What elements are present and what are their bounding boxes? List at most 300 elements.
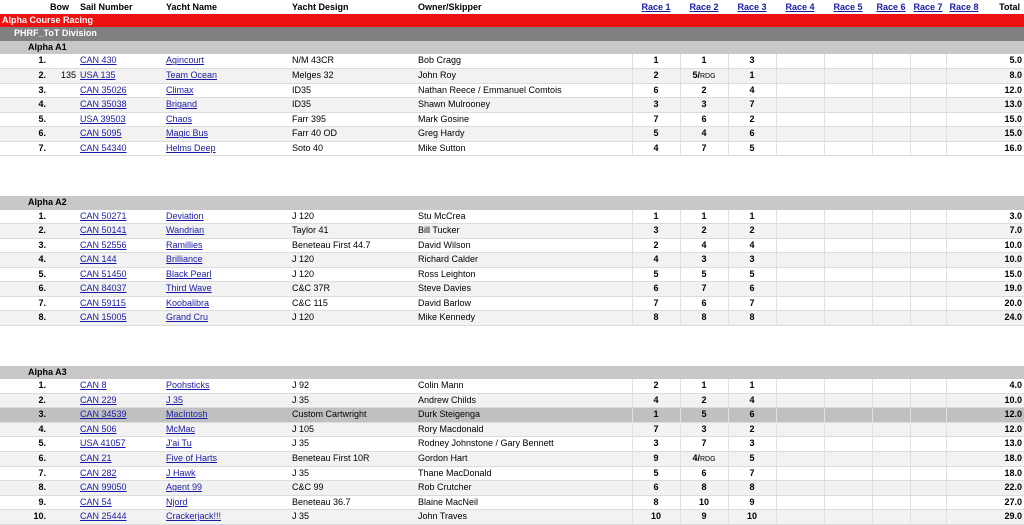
race-5-score (824, 393, 872, 408)
race-5-score (824, 451, 872, 466)
race-1-score: 4 (632, 253, 680, 268)
sail-number-link[interactable]: CAN 50141 (80, 225, 127, 236)
sail-number-cell[interactable] (78, 98, 164, 113)
yacht-name-cell[interactable] (164, 68, 290, 83)
sail-number-link[interactable]: USA 41057 (80, 438, 126, 449)
race-8-score (946, 112, 982, 127)
yacht-design: C&C 115 (290, 296, 416, 311)
yacht-name-cell[interactable] (164, 267, 290, 282)
race-2-score: 1 (680, 54, 728, 68)
position: 3. (0, 238, 48, 253)
race-5-score (824, 112, 872, 127)
race-7-score (910, 510, 946, 525)
yacht-name-cell[interactable] (164, 379, 290, 393)
race-1-score: 4 (632, 393, 680, 408)
sail-number-link[interactable]: CAN 54 (80, 496, 112, 507)
position: 2. (0, 224, 48, 239)
race-7-score (910, 238, 946, 253)
race-5-score (824, 296, 872, 311)
race-8-score (946, 466, 982, 481)
yacht-name-link[interactable]: Magic Bus (166, 128, 209, 139)
race-4-score (776, 379, 824, 393)
yacht-name-cell[interactable] (164, 437, 290, 452)
yacht-name-link[interactable]: McMac (166, 423, 195, 434)
sail-number-link[interactable]: CAN 144 (80, 254, 117, 265)
position: 8. (0, 481, 48, 496)
yacht-name-cell[interactable] (164, 83, 290, 98)
race-5-score (824, 510, 872, 525)
race-6-score (872, 68, 910, 83)
race-8-score (946, 54, 982, 68)
yacht-name-cell[interactable] (164, 54, 290, 68)
race-7-score (910, 267, 946, 282)
sail-number-cell[interactable] (78, 311, 164, 326)
sail-number-link[interactable]: CAN 506 (80, 423, 117, 434)
yacht-name-link[interactable]: J 35 (166, 394, 184, 405)
race-1-link[interactable]: Race 1 (641, 1, 671, 12)
penalty-code: RDG (699, 72, 716, 80)
owner-skipper: Thane MacDonald (416, 466, 632, 481)
header-race-3[interactable] (728, 0, 776, 14)
yacht-design: Soto 40 (290, 141, 416, 156)
race-4-score (776, 408, 824, 423)
yacht-name-link[interactable]: Grand Cru (166, 312, 209, 323)
race-4-score (776, 127, 824, 142)
race-4-score (776, 282, 824, 297)
race-1-score: 7 (632, 422, 680, 437)
header-pos (0, 0, 48, 14)
yacht-name-cell[interactable] (164, 311, 290, 326)
yacht-name-cell[interactable] (164, 253, 290, 268)
race-5-score (824, 210, 872, 224)
race-7-score (910, 422, 946, 437)
yacht-name-link[interactable]: Poohsticks (166, 380, 210, 391)
race-5-score (824, 238, 872, 253)
race-6-score (872, 393, 910, 408)
sail-number-link[interactable]: CAN 51450 (80, 268, 127, 279)
yacht-design: C&C 37R (290, 282, 416, 297)
sail-number-cell[interactable] (78, 510, 164, 525)
yacht-design: J 105 (290, 422, 416, 437)
header-sail-number: Sail Number (80, 1, 133, 12)
table-row (0, 98, 1024, 113)
race-1-score: 2 (632, 238, 680, 253)
race-7-score (910, 68, 946, 83)
yacht-name-link[interactable]: J Hawk (166, 467, 196, 478)
fleet-name: Alpha A3 (0, 366, 1024, 380)
total-points: 7.0 (982, 224, 1024, 239)
position: 5. (0, 267, 48, 282)
yacht-name-link[interactable]: Third Wave (166, 283, 212, 294)
race-4-score (776, 238, 824, 253)
yacht-name-cell[interactable] (164, 451, 290, 466)
yacht-design: Farr 40 OD (290, 127, 416, 142)
sail-number-cell[interactable] (78, 83, 164, 98)
sail-number-link[interactable]: CAN 84037 (80, 283, 127, 294)
race-3-score: 3 (728, 437, 776, 452)
sail-number-cell[interactable] (78, 282, 164, 297)
owner-skipper: Steve Davies (416, 282, 632, 297)
race-3-link[interactable]: Race 3 (737, 1, 767, 12)
race-7-score (910, 408, 946, 423)
race-4-score (776, 451, 824, 466)
yacht-name-link[interactable]: Brilliance (166, 254, 203, 265)
bow-number (48, 451, 78, 466)
sail-number-link[interactable]: CAN 59115 (80, 297, 126, 308)
yacht-name-link[interactable]: J'ai Tu (166, 438, 192, 449)
total-points: 12.0 (982, 83, 1024, 98)
race-7-score (910, 466, 946, 481)
table-row (0, 68, 1024, 83)
race-1-score: 8 (632, 495, 680, 510)
sail-number-link[interactable]: CAN 21 (80, 453, 112, 463)
total-points: 18.0 (982, 466, 1024, 481)
race-7-score (910, 379, 946, 393)
yacht-design: J 92 (290, 379, 416, 393)
yacht-design: J 35 (290, 510, 416, 525)
owner-skipper: Stu McCrea (416, 210, 632, 224)
sail-number-link[interactable]: CAN 50271 (80, 210, 127, 221)
race-2-score: 6 (680, 112, 728, 127)
race-5-score (824, 267, 872, 282)
bow-number (48, 393, 78, 408)
yacht-design: J 35 (290, 393, 416, 408)
race-7-score (910, 112, 946, 127)
race-7-score (910, 54, 946, 68)
race-6-score (872, 311, 910, 326)
race-4-score (776, 481, 824, 496)
race-2-score: 5 (680, 408, 728, 423)
race-7-score (910, 296, 946, 311)
sail-number-link[interactable]: CAN 5095 (80, 128, 122, 139)
position: 6. (0, 127, 48, 142)
bow-number (48, 495, 78, 510)
race-4-score (776, 112, 824, 127)
race-5-score (824, 422, 872, 437)
table-row (0, 451, 1024, 466)
yacht-name-cell[interactable] (164, 510, 290, 525)
race-1-score: 5 (632, 466, 680, 481)
sail-number-cell[interactable] (78, 393, 164, 408)
race-1-score: 7 (632, 296, 680, 311)
race-4-score (776, 141, 824, 156)
yacht-design: J 120 (290, 311, 416, 326)
yacht-design: J 35 (290, 466, 416, 481)
race-1-score: 5 (632, 267, 680, 282)
yacht-name-link[interactable]: Helms Deep (166, 142, 216, 153)
sail-number-cell[interactable] (78, 68, 164, 83)
header-bow: Bow (50, 1, 69, 12)
owner-skipper: Ross Leighton (416, 267, 632, 282)
sail-number-cell[interactable] (78, 408, 164, 423)
sail-number-link[interactable]: CAN 34539 (80, 409, 127, 420)
sail-number-cell[interactable] (78, 379, 164, 393)
owner-skipper: Colin Mann (416, 379, 632, 393)
race-3-score: 4 (728, 83, 776, 98)
yacht-name-link[interactable]: Chaos (166, 113, 193, 124)
race-5-score (824, 311, 872, 326)
division-row (0, 27, 1024, 41)
owner-skipper: Rory Macdonald (416, 422, 632, 437)
race-7-score (910, 224, 946, 239)
sail-number-cell[interactable] (78, 437, 164, 452)
table-row (0, 393, 1024, 408)
race-8-score (946, 437, 982, 452)
race-4-score (776, 296, 824, 311)
race-8-link[interactable]: Race 8 (949, 1, 979, 12)
race-8-score (946, 98, 982, 113)
yacht-design: J 120 (290, 267, 416, 282)
sail-number-cell[interactable] (78, 466, 164, 481)
yacht-name-link[interactable]: Deviation (166, 210, 204, 221)
header-race-5[interactable] (824, 0, 872, 14)
yacht-name-cell[interactable] (164, 481, 290, 496)
race-2-score: 4/RDG (680, 451, 728, 466)
race-3-score: 6 (728, 408, 776, 423)
race-2-score: 7 (680, 437, 728, 452)
header-race-6[interactable] (872, 0, 910, 14)
total-points: 15.0 (982, 127, 1024, 142)
race-2-score: 6 (680, 466, 728, 481)
yacht-name-cell[interactable] (164, 112, 290, 127)
sail-number-cell[interactable] (78, 224, 164, 239)
owner-skipper: Greg Hardy (416, 127, 632, 142)
race-1-score: 1 (632, 210, 680, 224)
race-3-score: 7 (728, 466, 776, 481)
race-4-score (776, 54, 824, 68)
race-7-score (910, 311, 946, 326)
sail-number-link[interactable]: CAN 15005 (80, 312, 127, 323)
results-body (0, 14, 1024, 525)
position: 9. (0, 495, 48, 510)
yacht-design: J 120 (290, 253, 416, 268)
table-row (0, 296, 1024, 311)
yacht-name-link[interactable]: Black Pearl (166, 268, 212, 279)
position: 1. (0, 379, 48, 393)
yacht-design: ID35 (290, 83, 416, 98)
race-6-score (872, 127, 910, 142)
header-race-7[interactable] (910, 0, 946, 14)
sail-number-cell[interactable] (78, 422, 164, 437)
race-3-score: 7 (728, 98, 776, 113)
race-3-score: 9 (728, 495, 776, 510)
race-2-score: 5/RDG (680, 68, 728, 83)
race-1-score: 6 (632, 282, 680, 297)
yacht-name-link[interactable]: MacIntosh (166, 409, 208, 420)
race-6-score (872, 210, 910, 224)
race-4-score (776, 393, 824, 408)
sail-number-cell[interactable] (78, 296, 164, 311)
sail-number-cell[interactable] (78, 451, 164, 466)
total-points: 29.0 (982, 510, 1024, 525)
position: 2. (0, 68, 48, 83)
sail-number-link[interactable]: USA 135 (80, 70, 116, 80)
yacht-design: Beneteau 36.7 (290, 495, 416, 510)
sail-number-link[interactable]: CAN 99050 (80, 482, 127, 493)
header-race-1[interactable] (632, 0, 680, 14)
yacht-name-link[interactable]: Crackerjack!!! (166, 511, 222, 522)
yacht-name-link[interactable]: Koobalibra (166, 297, 210, 308)
race-4-score (776, 466, 824, 481)
race-2-score: 8 (680, 311, 728, 326)
sail-number-cell[interactable] (78, 112, 164, 127)
sail-number-link[interactable]: CAN 35026 (80, 84, 127, 95)
race-6-score (872, 238, 910, 253)
bow-number (48, 141, 78, 156)
race-2-score: 5 (680, 267, 728, 282)
sail-number-link[interactable]: CAN 282 (80, 467, 117, 478)
yacht-name-link[interactable]: Team Ocean (166, 70, 218, 80)
race-4-score (776, 495, 824, 510)
total-points: 22.0 (982, 481, 1024, 496)
bow-number (48, 282, 78, 297)
race-4-link[interactable]: Race 4 (785, 1, 815, 12)
header-row (0, 0, 1024, 14)
race-7-link[interactable]: Race 7 (913, 1, 943, 12)
race-7-score (910, 282, 946, 297)
race-5-link[interactable]: Race 5 (833, 1, 863, 12)
yacht-name-cell[interactable] (164, 141, 290, 156)
header-race-4[interactable] (776, 0, 824, 14)
sail-number-link[interactable]: CAN 229 (80, 394, 117, 405)
sail-number-cell[interactable] (78, 253, 164, 268)
bow-number (48, 422, 78, 437)
yacht-name-cell[interactable] (164, 495, 290, 510)
sail-number-cell[interactable] (78, 210, 164, 224)
race-2-score: 8 (680, 481, 728, 496)
position: 4. (0, 253, 48, 268)
position: 3. (0, 83, 48, 98)
race-3-score: 1 (728, 210, 776, 224)
owner-skipper: Richard Calder (416, 253, 632, 268)
yacht-design: Beneteau First 44.7 (290, 238, 416, 253)
class-title: Alpha Course Racing (0, 14, 1024, 28)
owner-skipper: Bob Cragg (416, 54, 632, 68)
yacht-name-cell[interactable] (164, 224, 290, 239)
sail-number-link[interactable]: CAN 54340 (80, 142, 127, 153)
yacht-design: Custom Cartwright (290, 408, 416, 423)
owner-skipper: David Wilson (416, 238, 632, 253)
yacht-name-cell[interactable] (164, 210, 290, 224)
total-points: 24.0 (982, 311, 1024, 326)
yacht-name-cell[interactable] (164, 127, 290, 142)
yacht-name-cell[interactable] (164, 296, 290, 311)
race-3-score: 6 (728, 282, 776, 297)
yacht-name-link[interactable]: Five of Harts (166, 453, 218, 463)
race-6-score (872, 451, 910, 466)
total-points: 16.0 (982, 141, 1024, 156)
race-8-score (946, 408, 982, 423)
position: 1. (0, 54, 48, 68)
race-2-score: 10 (680, 495, 728, 510)
yacht-name-link[interactable]: Wandrian (166, 225, 205, 236)
bow-number (48, 466, 78, 481)
yacht-name-cell[interactable] (164, 282, 290, 297)
header-race-2[interactable] (680, 0, 728, 14)
race-3-score: 7 (728, 296, 776, 311)
owner-skipper: Mike Kennedy (416, 311, 632, 326)
race-8-score (946, 68, 982, 83)
sail-number-cell[interactable] (78, 54, 164, 68)
race-3-score: 1 (728, 68, 776, 83)
sail-number-link[interactable]: USA 39503 (80, 113, 126, 124)
race-3-score: 2 (728, 112, 776, 127)
owner-skipper: Mike Sutton (416, 141, 632, 156)
race-1-score: 3 (632, 224, 680, 239)
sail-number-link[interactable]: CAN 430 (80, 55, 117, 66)
yacht-name-link[interactable]: Climax (166, 84, 194, 95)
race-1-score: 10 (632, 510, 680, 525)
total-points: 27.0 (982, 495, 1024, 510)
yacht-name-cell[interactable] (164, 422, 290, 437)
race-2-link[interactable]: Race 2 (689, 1, 719, 12)
race-1-score: 6 (632, 83, 680, 98)
total-points: 12.0 (982, 408, 1024, 423)
race-1-score: 9 (632, 451, 680, 466)
yacht-name-link[interactable]: Brigand (166, 99, 198, 110)
race-2-score: 1 (680, 379, 728, 393)
yacht-name-link[interactable]: Njord (166, 496, 188, 507)
yacht-name-link[interactable]: Ramillies (166, 239, 203, 250)
yacht-design: Beneteau First 10R (290, 451, 416, 466)
sail-number-link[interactable]: CAN 52556 (80, 239, 127, 250)
race-2-score: 3 (680, 422, 728, 437)
race-2-score: 9 (680, 510, 728, 525)
yacht-name-cell[interactable] (164, 238, 290, 253)
race-8-score (946, 451, 982, 466)
race-5-score (824, 253, 872, 268)
sail-number-cell[interactable] (78, 141, 164, 156)
sail-number-link[interactable]: CAN 35038 (80, 99, 127, 110)
total-points: 19.0 (982, 282, 1024, 297)
sail-number-cell[interactable] (78, 267, 164, 282)
race-7-score (910, 451, 946, 466)
sail-number-link[interactable]: CAN 25444 (80, 511, 127, 522)
race-5-score (824, 127, 872, 142)
table-row (0, 83, 1024, 98)
sail-number-cell[interactable] (78, 127, 164, 142)
sail-number-cell[interactable] (78, 238, 164, 253)
table-row (0, 422, 1024, 437)
race-5-score (824, 68, 872, 83)
race-6-link[interactable]: Race 6 (876, 1, 906, 12)
fleet-header-row (0, 196, 1024, 210)
table-row (0, 311, 1024, 326)
race-6-score (872, 141, 910, 156)
race-5-score (824, 408, 872, 423)
yacht-name-cell[interactable] (164, 408, 290, 423)
yacht-name-link[interactable]: Agincourt (166, 55, 205, 66)
total-points: 20.0 (982, 296, 1024, 311)
yacht-name-cell[interactable] (164, 393, 290, 408)
total-points: 8.0 (982, 68, 1024, 83)
sail-number-cell[interactable] (78, 481, 164, 496)
position: 4. (0, 422, 48, 437)
table-row (0, 408, 1024, 423)
race-8-score (946, 267, 982, 282)
race-6-score (872, 54, 910, 68)
yacht-name-cell[interactable] (164, 98, 290, 113)
race-3-score: 4 (728, 393, 776, 408)
sail-number-cell[interactable] (78, 495, 164, 510)
yacht-name-cell[interactable] (164, 466, 290, 481)
race-7-score (910, 210, 946, 224)
total-points: 4.0 (982, 379, 1024, 393)
table-row (0, 238, 1024, 253)
header-race-8[interactable] (946, 0, 982, 14)
yacht-name-link[interactable]: Agent 99 (166, 482, 203, 493)
sail-number-link[interactable]: CAN 8 (80, 380, 107, 391)
